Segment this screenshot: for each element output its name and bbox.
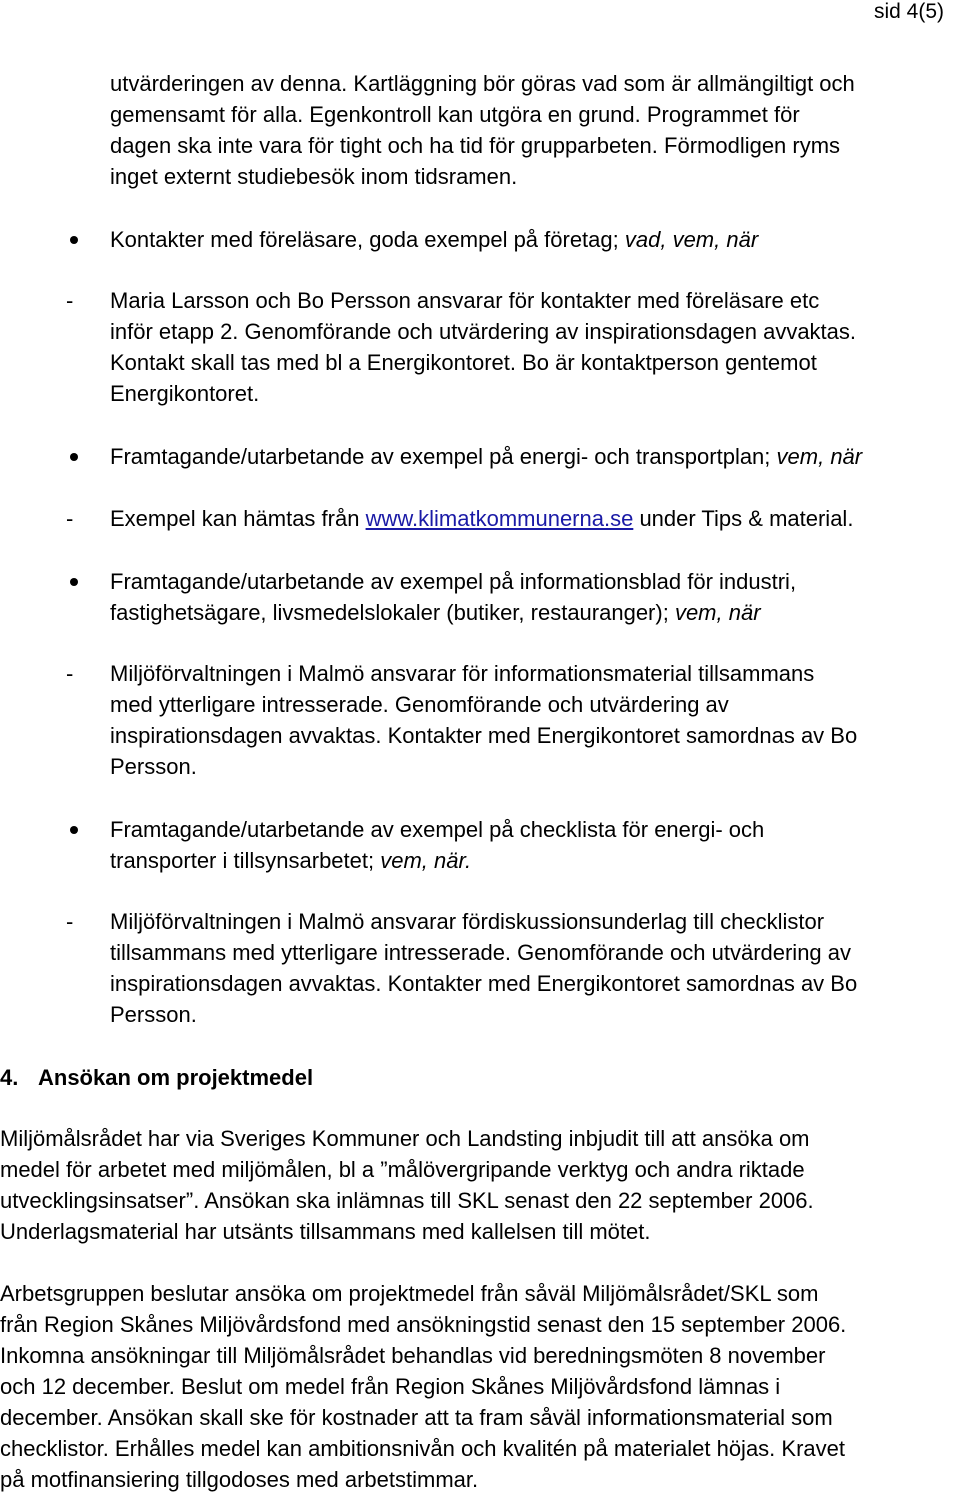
klimatkommunerna-link[interactable]: www.klimatkommunerna.se bbox=[365, 506, 634, 531]
paragraph-2-line-1: Arbetsgruppen beslutar ansöka om projektmedel från såväl Miljömålsrådet/SKL som bbox=[0, 1281, 819, 1306]
paragraph-2 bbox=[0, 1278, 955, 1495]
page-number: sid 4(5) bbox=[873, 0, 944, 23]
dash-1-line-4: Energikontoret. bbox=[110, 381, 260, 406]
dash-4-line-2: tillsammans med ytterligare intresserade. Genomförande och utvärdering av bbox=[110, 940, 852, 965]
bullet-4-line-1: Framtagande/utarbetande av exempel på checklista för energi- och bbox=[110, 817, 765, 842]
paragraph-2-line-3: Inkomna ansökningar till Miljömålsrådet behandlas vid beredningsmöten 8 november bbox=[0, 1343, 826, 1368]
intro-paragraph bbox=[110, 68, 950, 192]
dash-1-line-1: Maria Larsson och Bo Persson ansvarar för kontakter med föreläsare etc bbox=[110, 288, 820, 313]
dash-4-line-3: inspirationsdagen avvaktas. Kontakter med Energikontoret samordnas av Bo bbox=[110, 971, 858, 996]
dash-marker: - bbox=[66, 661, 74, 686]
dash-1-line-3: Kontakt skall tas med bl a Energikontoret. Bo är kontaktperson gentemot bbox=[110, 350, 817, 375]
dash-2-text-after: under Tips & material. bbox=[633, 506, 854, 531]
bullet-4-italic: vem, när. bbox=[380, 848, 472, 873]
intro-line-4: inget externt studiebesök inom tidsramen. bbox=[110, 164, 518, 189]
dash-3-line-2: med ytterligare intresserade. Genomförande och utvärdering av bbox=[110, 692, 729, 717]
paragraph-1-line-3: utvecklingsinsatser”. Ansökan ska inlämnas till SKL senast den 22 september 2006. bbox=[0, 1188, 814, 1213]
paragraph-1-line-4: Underlagsmaterial har utsänts tillsammans med kallelsen till mötet. bbox=[0, 1219, 651, 1244]
bullet-1-italic: vad, vem, när bbox=[624, 227, 759, 252]
dash-marker: - bbox=[66, 506, 74, 531]
bullet-dot-icon bbox=[70, 578, 78, 586]
paragraph-1-line-2: medel för arbetet med miljömålen, bl a ”målövergripande verktyg och andra riktade bbox=[0, 1157, 805, 1182]
paragraph-2-line-2: från Region Skånes Miljövårdsfond med ansökningstid senast den 15 september 2006. bbox=[0, 1312, 847, 1337]
dash-3-line-1: Miljöförvaltningen i Malmö ansvarar för informationsmaterial tillsammans bbox=[110, 661, 815, 686]
dash-1-line-2: inför etapp 2. Genomförande och utvärdering av inspirationsdagen avvaktas. bbox=[110, 319, 857, 344]
section-number: 4. bbox=[0, 1065, 19, 1090]
dash-4-line-4: Persson. bbox=[110, 1002, 197, 1027]
dash-3-line-4: Persson. bbox=[110, 754, 197, 779]
bullet-2-italic: vem, när bbox=[776, 444, 863, 469]
intro-line-3: dagen ska inte vara för tight och ha tid för grupparbeten. Förmodligen ryms bbox=[110, 133, 841, 158]
dash-marker: - bbox=[66, 909, 74, 934]
paragraph-1 bbox=[0, 1123, 955, 1247]
paragraph-2-line-6: checklistor. Erhålles medel kan ambitionsnivån och kvalitén på materialet höjas. Kravet bbox=[0, 1436, 845, 1461]
bullet-3-line-2-text: fastighetsägare, livsmedelslokaler (butiker, restauranger); bbox=[110, 600, 675, 625]
bullet-4-line-2-text: transporter i tillsynsarbetet; bbox=[110, 848, 381, 873]
dash-2-text-before: Exempel kan hämtas från bbox=[110, 506, 366, 531]
bullet-3-line-2 bbox=[110, 597, 955, 628]
bullet-1-text: Kontakter med föreläsare, goda exempel på företag; bbox=[110, 227, 625, 252]
bullet-4-line-2 bbox=[110, 845, 955, 876]
intro-line-1: utvärderingen av denna. Kartläggning bör göras vad som är allmängiltigt och bbox=[110, 71, 855, 96]
bullet-dot-icon bbox=[70, 826, 78, 834]
paragraph-1-line-1: Miljömålsrådet har via Sveriges Kommuner och Landsting inbjudit till att ansöka om bbox=[0, 1126, 810, 1151]
paragraph-2-line-4: och 12 december. Beslut om medel från Region Skånes Miljövårdsfond lämnas i bbox=[0, 1374, 781, 1399]
dash-4-line-1: Miljöförvaltningen i Malmö ansvarar fördiskussionsunderlag till checklistor bbox=[110, 909, 825, 934]
paragraph-2-line-5: december. Ansökan skall ske för kostnader att ta fram såväl informationsmaterial som bbox=[0, 1405, 833, 1430]
bullet-dot-icon bbox=[70, 453, 78, 461]
bullet-3-italic: vem, när bbox=[674, 600, 761, 625]
dash-3-line-3: inspirationsdagen avvaktas. Kontakter med Energikontoret samordnas av Bo bbox=[110, 723, 858, 748]
intro-line-2: gemensamt för alla. Egenkontroll kan utgöra en grund. Programmet för bbox=[110, 102, 800, 127]
paragraph-2-line-7: på motfinansiering tillgodoses med arbetstimmar. bbox=[0, 1467, 479, 1492]
section-heading bbox=[0, 1062, 313, 1093]
dash-marker: - bbox=[66, 288, 74, 313]
bullet-dot-icon bbox=[70, 236, 78, 244]
bullet-2-text: Framtagande/utarbetande av exempel på energi- och transportplan; bbox=[110, 444, 777, 469]
bullet-3-line-1: Framtagande/utarbetande av exempel på informationsblad för industri, bbox=[110, 569, 797, 594]
section-title: Ansökan om projektmedel bbox=[38, 1065, 314, 1090]
